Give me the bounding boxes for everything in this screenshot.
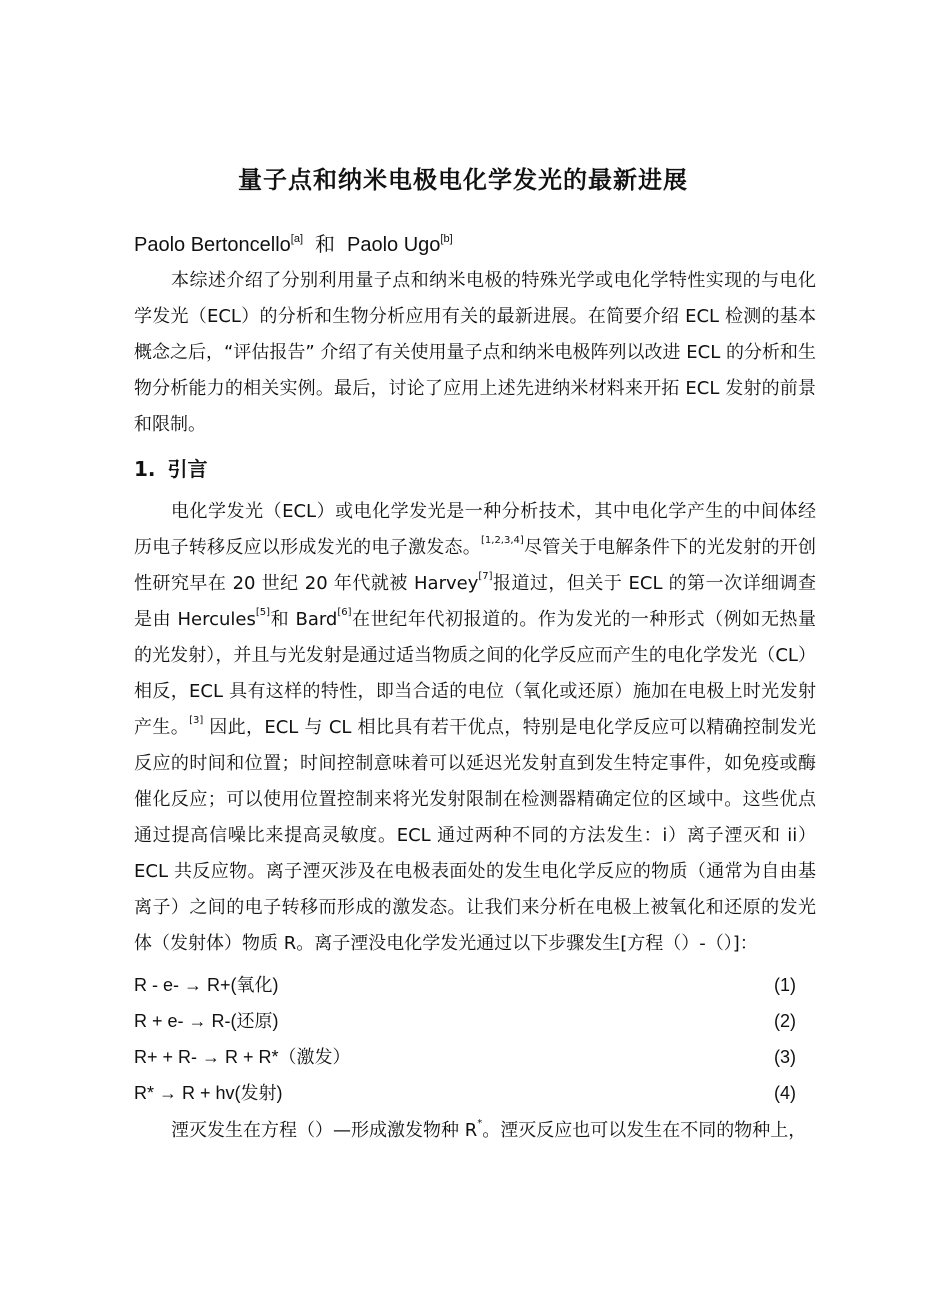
equation-number: (2) xyxy=(774,1011,796,1031)
paper-title: 量子点和纳米电极电化学发光的最新进展 xyxy=(238,166,688,194)
closing-paragraph xyxy=(134,1113,816,1149)
author-name: Paolo Bertoncello xyxy=(134,234,291,256)
equation-row xyxy=(134,967,796,1003)
equation-row xyxy=(134,1039,796,1075)
section-title: 引言 xyxy=(167,457,208,481)
equation-number: (4) xyxy=(774,1083,796,1103)
body-text: 。湮灭反应也可以发生在不同的物种上， xyxy=(482,1120,807,1141)
author-name: Paolo Ugo xyxy=(347,234,441,256)
section-heading xyxy=(134,453,208,482)
citation-ref: [6] xyxy=(337,607,352,618)
body-text: 报道过，但关于 ECL 的第一次详细调查是由 Hercules xyxy=(134,573,817,630)
body-text: 和 Bard xyxy=(270,609,338,630)
body-text: 因此，ECL 与 CL 相比具有若干优点，特别是电化学反应可以精确控制发光反应的时间和位置；时间控制意味着可以延迟光发射直到发生特定事件，如免疫或酶催化反应；可以使用位置控制来将光发射限制在检测器精确定位的区域中。这些优点通过提高信噪比来提高灵敏度。ECL 通过两种不同的方法发生：i）离子湮灭和 ii）ECL 共反应物。离子湮灭涉及在电极表面处的发生电化学反应的物质（通常为自由基离子）之间的电子转移而形成的激发态。让我们来分析在电极上被氧化和还原的发光体（发射体）物质 R。离子湮没电化学发光通过以下步骤发生[方程（）-（）]： xyxy=(134,717,816,954)
equation-number: (3) xyxy=(774,1047,796,1067)
author-conjunction: 和 xyxy=(315,234,336,256)
equation-expression: R+ + R- → R + R*（激发） xyxy=(134,1047,351,1067)
citation-ref: [3] xyxy=(189,715,204,726)
equation-expression: R* → R + hv(发射) xyxy=(134,1083,283,1103)
body-text: 尽管关于电解条件下的光发射的开创性研究早在 20 世纪 20 年代就被 Harvey xyxy=(134,537,817,594)
body-text: 在世纪年代初报道的。作为发光的一种形式（例如无热量的光发射），并且与光发射是通过适当物质之间的化学反应而产生的电化学发光（CL）相反，ECL 具有这样的特性，即当合适的电位（氧化或还原）施加在电极上时光发射产生。 xyxy=(134,609,817,738)
equation-expression: R + e- → R-(还原) xyxy=(134,1011,279,1031)
equation-number: (1) xyxy=(774,975,796,995)
body-text: 湮灭发生在方程（）—形成激发物种 R xyxy=(171,1120,478,1141)
equation-row xyxy=(134,1003,796,1039)
body-text: 电化学发光（ECL）或电化学发光是一种分析技术，其中电化学产生的中间体经历电子转移反应以形成发光的电子激发态。 xyxy=(134,501,816,558)
citation-ref: [1,2,3,4] xyxy=(481,535,524,546)
equation-row xyxy=(134,1075,796,1111)
affiliation-marker: [b] xyxy=(440,233,453,245)
author-line xyxy=(134,228,453,257)
affiliation-marker: [a] xyxy=(290,233,304,245)
abstract-paragraph: 本综述介绍了分别利用量子点和纳米电极的特殊光学或电化学特性实现的与电化学发光（ECL）的分析和生物分析应用有关的最新进展。在简要介绍 ECL 检测的基本概念之后，“评估报告” 介绍了有关使用量子点和纳米电极阵列以改进 ECL 的分析和生物分析能力的相关实例。最后，讨论了应用上述先进纳米材料来开拓 ECL 发射的前景和限制。 xyxy=(134,270,816,435)
intro-paragraph xyxy=(134,494,816,962)
section-number: 1. xyxy=(134,457,156,481)
citation-ref: [5] xyxy=(255,607,271,618)
superscript: * xyxy=(477,1118,483,1129)
equation-expression: R - e- → R+(氧化) xyxy=(134,975,279,995)
citation-ref: [7] xyxy=(478,571,493,582)
